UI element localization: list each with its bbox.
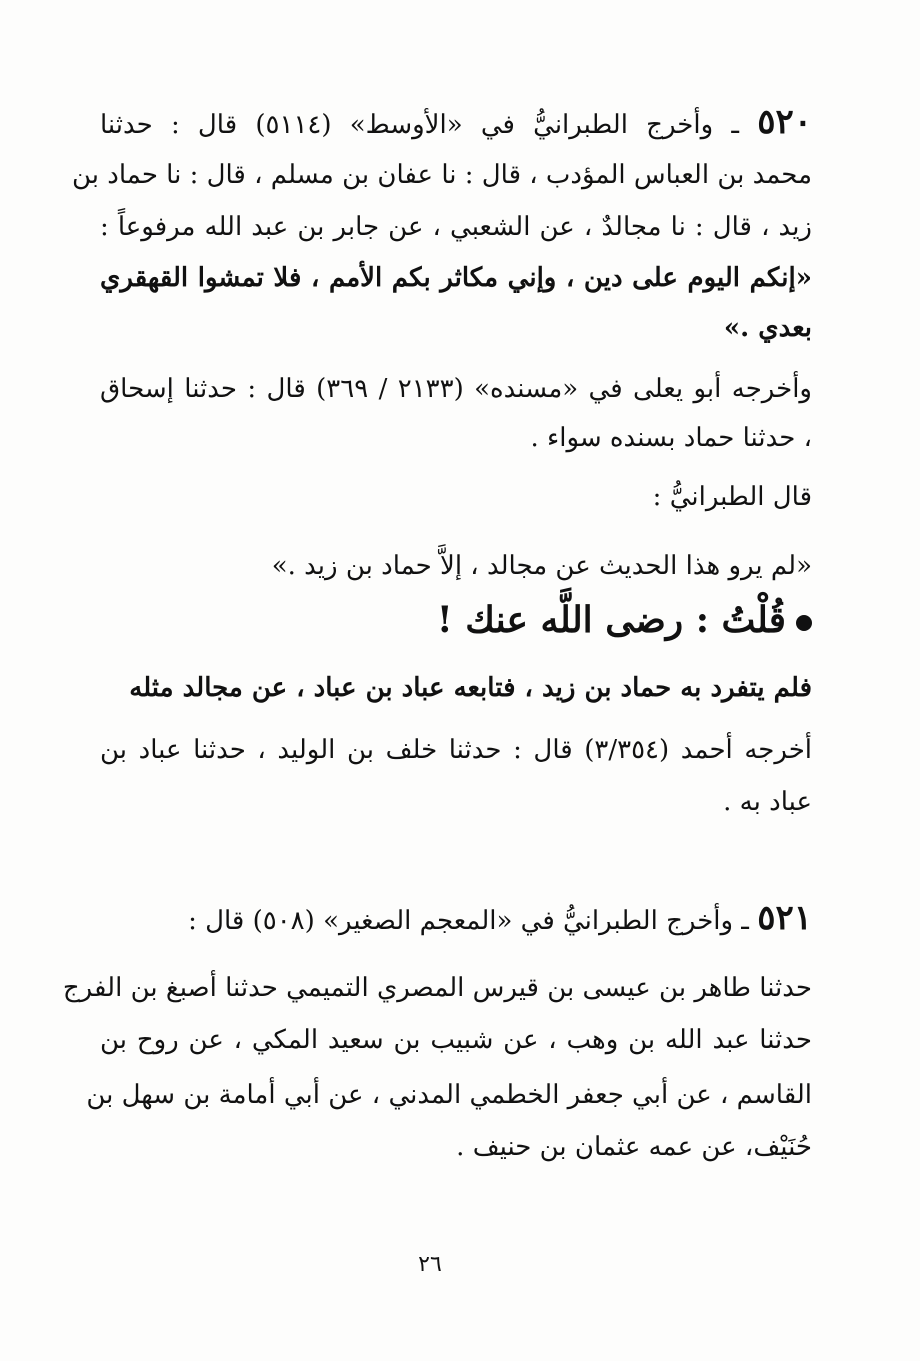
page-number: ٢٦ [418, 1252, 442, 1277]
hadith-521-line-5: حُنَيْف، عن عمه عثمان بن حنيف . [456, 1132, 812, 1162]
hadith-520-line-2: محمد بن العباس المؤدب ، قال : نا عفان بن مسلم ، قال : نا حماد بن [72, 160, 812, 190]
tabarani-said: قال الطبرانيُّ : [652, 482, 812, 512]
abu-yala-line-2: ، حدثنا حماد بسنده سواء . [530, 423, 812, 453]
hadith-520-line-1 [100, 102, 812, 145]
tabarani-quote: «لم يرو هذا الحديث عن مجالد ، إلاَّ حماد بن زيد .» [271, 551, 812, 581]
hadith-520-line-3: زيد ، قال : نا مجالدٌ ، عن الشعبي ، عن جابر بن عبد الله مرفوعاً : [100, 212, 812, 242]
hadith-521-number: ٥٢١ [757, 898, 812, 938]
hadith-520-matn-line-1: «إنكم اليوم على دين ، وإني مكاثر بكم الأمم ، فلا تمشوا القهقري [100, 263, 812, 293]
hadith-521-line-3: حدثنا عبد الله بن وهب ، عن شبيب بن سعيد المكي ، عن روح بن [100, 1025, 812, 1055]
hadith-520-matn-line-2: بعدي .» [723, 313, 812, 343]
hadith-520-number: ٥٢٠ [757, 102, 812, 142]
hadith-521-intro: ـ وأخرج الطبرانيُّ في «المعجم الصغير» (٥٠٨) قال : [188, 906, 749, 936]
qultu-heading-text: قُلْتُ : رضى اللَّه عنك ! [436, 599, 786, 641]
hadith-520-intro: ـ وأخرج الطبرانيُّ في «الأوسط» (٥١١٤) قال : حدثنا [100, 110, 739, 140]
hadith-521-line-4: القاسم ، عن أبي جعفر الخطمي المدني ، عن أبي أمامة بن سهل بن [86, 1080, 812, 1110]
qultu-heading [437, 596, 812, 644]
hadith-521-line-1 [100, 898, 812, 941]
ahmad-line-2: عباد به . [723, 787, 812, 817]
abu-yala-line-1: وأخرجه أبو يعلى في «مسنده» (٢١٣٣ / ٣٦٩) قال : حدثنا إسحاق [100, 374, 812, 404]
ahmad-line-1: أخرجه أحمد (٣/٣٥٤) قال : حدثنا خلف بن الوليد ، حدثنا عباد بن [100, 735, 812, 765]
hadith-521-line-2: حدثنا طاهر بن عيسى بن قيرس المصري التميمي حدثنا أصبغ بن الفرج [62, 973, 812, 1003]
comment-line: فلم يتفرد به حماد بن زيد ، فتابعه عباد بن عباد ، عن مجالد مثله [129, 673, 812, 703]
bullet-icon [796, 615, 812, 631]
